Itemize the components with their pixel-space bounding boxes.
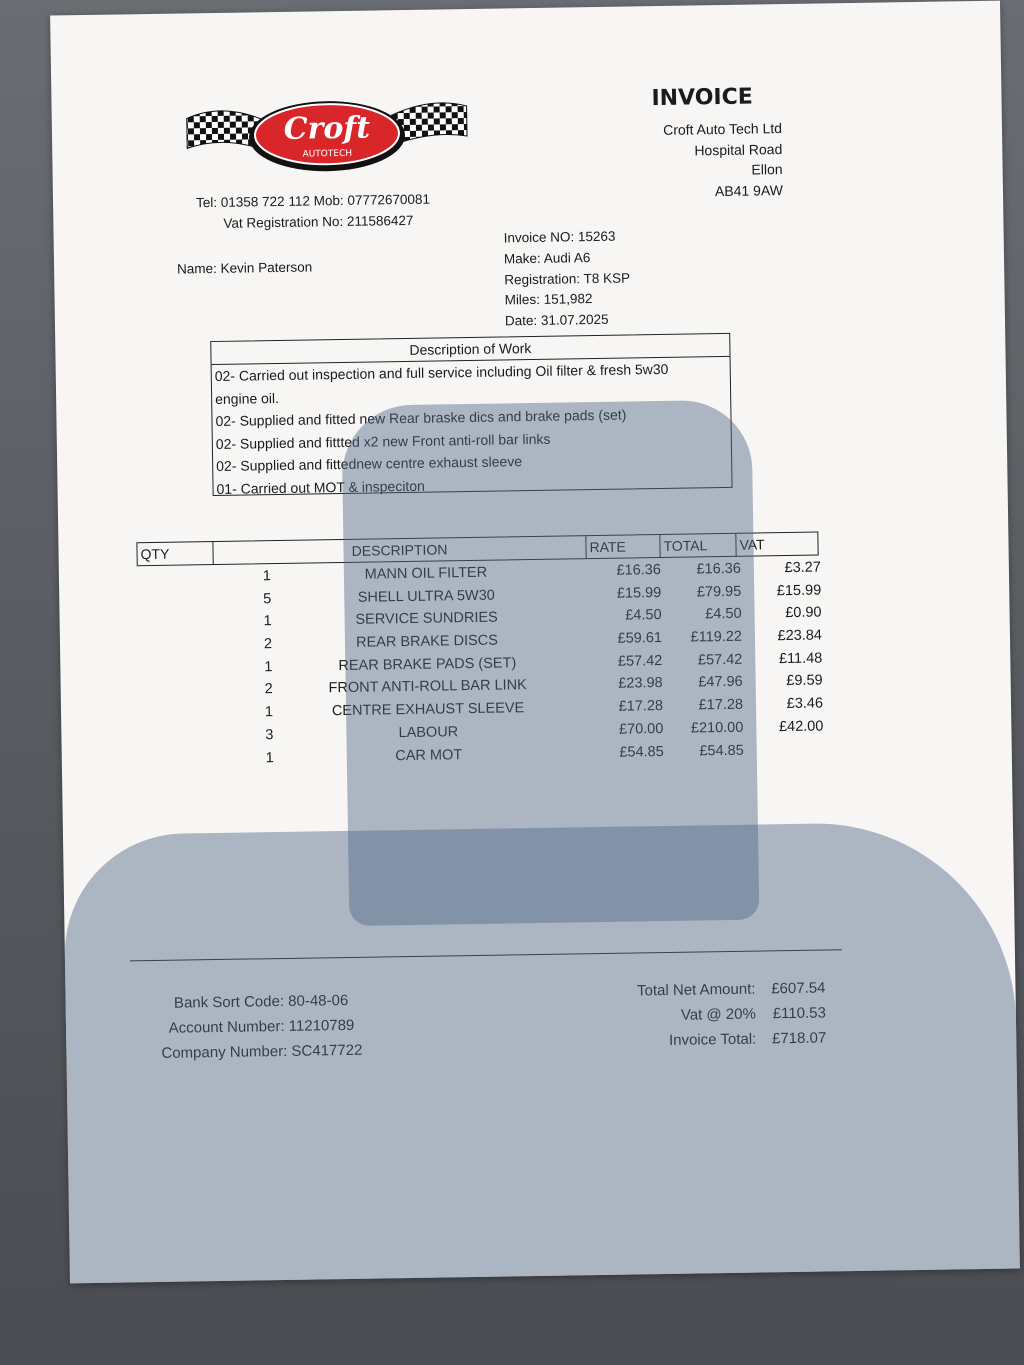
- invoice-title: INVOICE: [651, 84, 753, 112]
- account-number: Account Number: 11210789: [168, 1016, 355, 1037]
- vat-value: £110.53: [772, 1004, 826, 1023]
- croft-autotech-logo: [181, 94, 472, 179]
- header-rate: RATE: [586, 535, 660, 558]
- item-rate: £57.42: [617, 652, 663, 670]
- work-line: 02- Supplied and fittednew centre exhaust sleeve: [216, 453, 523, 474]
- total-net-value: £607.54: [771, 979, 826, 998]
- work-line: engine oil.: [215, 389, 280, 407]
- svg-text:Croft: Croft: [283, 110, 371, 147]
- item-rate: £17.28: [618, 698, 664, 715]
- item-rate: £4.50: [625, 607, 662, 624]
- customer-name: Name: Kevin Paterson: [176, 259, 313, 277]
- item-vat: £42.00: [778, 718, 824, 735]
- vat-label: Vat @ 20%: [680, 1005, 757, 1024]
- address-line: Croft Auto Tech Ltd: [663, 120, 783, 138]
- item-description: FRONT ANTI-ROLL BAR LINK: [328, 677, 527, 697]
- item-vat: £15.99: [776, 582, 822, 599]
- vehicle-make: Make: Audi A6: [503, 249, 591, 267]
- item-description: REAR BRAKE DISCS: [355, 632, 499, 651]
- header-total: TOTAL: [660, 534, 736, 557]
- item-rate: £59.61: [617, 630, 663, 647]
- item-qty: 1: [262, 568, 272, 585]
- vehicle-miles: Miles: 151,982: [504, 291, 593, 308]
- item-qty: 1: [265, 749, 274, 766]
- work-line: 01- Carried out MOT & inspeciton: [216, 477, 425, 497]
- company-number: Company Number: SC417722: [161, 1041, 363, 1062]
- item-description: MANN OIL FILTER: [364, 564, 488, 583]
- total-net-label: Total Net Amount:: [636, 980, 756, 1000]
- item-total: £16.36: [696, 560, 742, 578]
- address-line: AB41 9AW: [714, 181, 784, 199]
- item-description: REAR BRAKE PADS (SET): [338, 655, 517, 674]
- item-rate: £70.00: [618, 720, 664, 738]
- invoice-total-label: Invoice Total:: [668, 1030, 757, 1049]
- address-line: Ellon: [751, 161, 783, 178]
- item-description: SERVICE SUNDRIES: [355, 609, 498, 629]
- header-description: DESCRIPTION: [213, 536, 586, 564]
- item-total: £4.50: [705, 606, 742, 623]
- company-address: [632, 118, 783, 202]
- item-qty: 5: [263, 590, 272, 607]
- item-description: LABOUR: [398, 724, 459, 741]
- item-vat: £11.48: [778, 650, 823, 667]
- address-line: Hospital Road: [694, 140, 783, 158]
- invoice-date: Date: 31.07.2025: [504, 311, 609, 329]
- item-rate: £23.98: [618, 675, 663, 693]
- item-total: £119.22: [690, 628, 743, 646]
- item-total: £17.28: [698, 696, 744, 714]
- bank-sort-code: Bank Sort Code: 80-48-06: [173, 991, 349, 1012]
- item-vat: £3.46: [786, 695, 824, 713]
- work-line: 02- Carried out inspection and full service including Oil filter & fresh 5w30: [214, 360, 669, 384]
- header-vat: VAT: [739, 536, 765, 553]
- work-line: 02- Supplied and fitted new Rear braske dics and brake pads (set): [215, 406, 627, 429]
- item-total: £210.00: [690, 719, 744, 737]
- item-qty: 3: [265, 726, 274, 744]
- item-total: £57.42: [697, 651, 743, 669]
- item-rate: £15.99: [616, 584, 662, 602]
- invoice-paper: [50, 1, 1020, 1284]
- item-qty: 1: [264, 704, 274, 721]
- item-description: CENTRE EXHAUST SLEEVE: [331, 700, 525, 720]
- item-vat: £0.90: [785, 604, 822, 622]
- work-line: 02- Supplied and fittted x2 new Front anti-roll bar links: [215, 430, 551, 452]
- item-qty: 2: [263, 636, 273, 653]
- item-vat: £9.59: [786, 672, 823, 690]
- item-total: £54.85: [699, 742, 744, 759]
- item-qty: 1: [264, 658, 273, 676]
- item-total: £79.95: [696, 583, 742, 601]
- work-heading: Description of Work: [211, 334, 729, 365]
- item-total: £47.96: [698, 674, 743, 691]
- header-qty: QTY: [137, 542, 213, 565]
- vat-registration: Vat Registration No: 211586427: [223, 212, 414, 231]
- item-vat: £23.84: [777, 627, 823, 645]
- item-vat: £3.27: [784, 559, 821, 577]
- item-rate: £16.36: [616, 562, 662, 579]
- item-qty: 1: [263, 613, 272, 630]
- item-rate: £54.85: [619, 743, 664, 761]
- svg-text:AUTOTECH: AUTOTECH: [302, 148, 353, 160]
- phone-line: Tel: 01358 722 112 Mob: 07772670081: [195, 191, 431, 211]
- invoice-total-value: £718.07: [771, 1029, 827, 1048]
- invoice-meta: [504, 226, 631, 332]
- item-description: CAR MOT: [395, 746, 463, 764]
- item-qty: 2: [264, 681, 273, 698]
- vehicle-registration: Registration: T8 KSP: [504, 270, 631, 288]
- invoice-number: Invoice NO: 15263: [503, 228, 616, 246]
- hand-shadow: [63, 821, 1020, 1284]
- item-description: SHELL ULTRA 5W30: [357, 587, 495, 606]
